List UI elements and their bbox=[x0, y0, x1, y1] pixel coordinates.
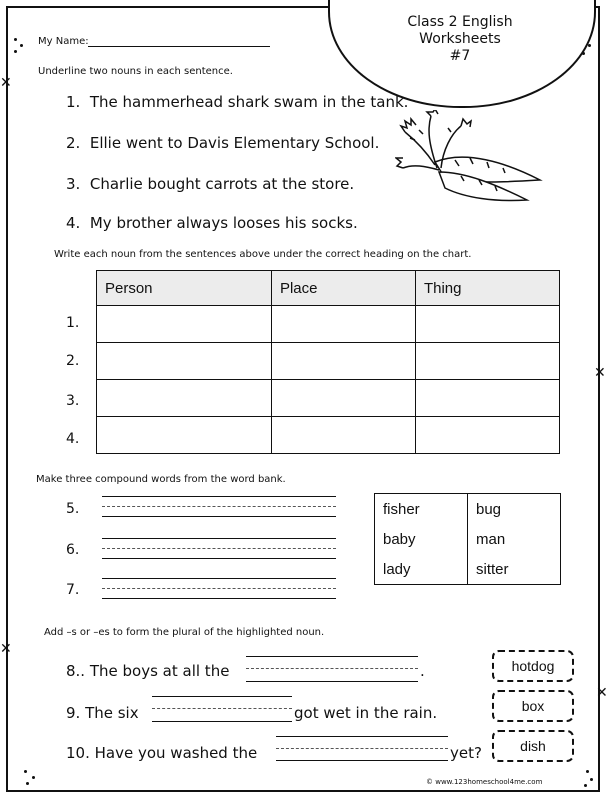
sentence-4: 4. My brother always looses his socks. bbox=[66, 214, 358, 232]
highlighted-noun-box: box bbox=[492, 690, 574, 722]
question-10-end: yet? bbox=[450, 744, 482, 762]
answer-line[interactable] bbox=[152, 721, 292, 722]
item-number: 5. bbox=[66, 501, 80, 517]
word-bank-word: man bbox=[476, 530, 506, 548]
question-8-end: . bbox=[420, 662, 425, 680]
title-line-2: Worksheets bbox=[419, 31, 501, 47]
chart-cell[interactable] bbox=[271, 380, 415, 417]
chart-row-number: 2. bbox=[66, 353, 80, 369]
answer-line[interactable] bbox=[102, 516, 336, 517]
guide-line bbox=[152, 708, 292, 709]
chart-row-number: 3. bbox=[66, 393, 80, 409]
chart-cell[interactable] bbox=[97, 380, 272, 417]
answer-line[interactable] bbox=[276, 736, 448, 737]
chart-cell[interactable] bbox=[97, 306, 272, 343]
name-input-line[interactable] bbox=[88, 46, 270, 47]
sentence-3: 3. Charlie bought carrots at the store. bbox=[66, 175, 355, 193]
chart-cell[interactable] bbox=[97, 343, 272, 380]
sentence-2: 2. Ellie went to Davis Elementary School. bbox=[66, 134, 380, 152]
item-number: 6. bbox=[66, 542, 80, 558]
highlighted-noun-box: dish bbox=[492, 730, 574, 762]
border-tick-decoration: ✕ bbox=[0, 75, 12, 91]
answer-line[interactable] bbox=[152, 696, 292, 697]
part4-instruction: Add –s or –es to form the plural of the highlighted noun. bbox=[44, 627, 325, 638]
part1-instruction: Underline two nouns in each sentence. bbox=[38, 66, 233, 77]
highlighted-noun-box: hotdog bbox=[492, 650, 574, 682]
chart-header-thing: Thing bbox=[415, 271, 559, 306]
answer-line[interactable] bbox=[102, 598, 336, 599]
chart-cell[interactable] bbox=[415, 380, 559, 417]
guide-line bbox=[102, 588, 336, 589]
noun-chart bbox=[96, 270, 560, 454]
worksheet-title bbox=[360, 14, 560, 65]
sentence-text[interactable]: Charlie bought carrots at the store. bbox=[89, 175, 355, 193]
chart-cell[interactable] bbox=[97, 417, 272, 454]
guide-line bbox=[276, 748, 448, 749]
chart-cell[interactable] bbox=[271, 306, 415, 343]
word-bank-word: fisher bbox=[375, 494, 468, 525]
footer-copyright[interactable]: © www.123homeschool4me.com bbox=[426, 778, 543, 786]
guide-line bbox=[102, 506, 336, 507]
chart-header-place: Place bbox=[271, 271, 415, 306]
sentence-text[interactable]: My brother always looses his socks. bbox=[89, 214, 358, 232]
chart-header-person: Person bbox=[97, 271, 272, 306]
answer-line[interactable] bbox=[246, 681, 418, 682]
word-bank-word: baby bbox=[375, 524, 468, 554]
guide-line bbox=[102, 548, 336, 549]
part2-instruction: Write each noun from the sentences above under the correct heading on the chart. bbox=[54, 249, 472, 260]
answer-line[interactable] bbox=[246, 656, 418, 657]
carrots-illustration bbox=[395, 110, 545, 210]
border-tick-decoration: ✕ bbox=[594, 365, 606, 381]
chart-cell[interactable] bbox=[415, 417, 559, 454]
word-bank-word: lady bbox=[375, 554, 468, 585]
title-line-1: Class 2 English bbox=[407, 14, 513, 30]
question-10-text: 10. Have you washed the bbox=[66, 744, 258, 762]
answer-line[interactable] bbox=[102, 558, 336, 559]
answer-line[interactable] bbox=[102, 538, 336, 539]
border-tick-decoration: ✕ bbox=[0, 641, 12, 657]
chart-cell[interactable] bbox=[271, 417, 415, 454]
chart-cell[interactable] bbox=[271, 343, 415, 380]
question-8-text: 8.. The boys at all the bbox=[66, 662, 230, 680]
chart-row-number: 4. bbox=[66, 431, 80, 447]
word-bank bbox=[374, 493, 561, 585]
question-9-text: 9. The six bbox=[66, 704, 139, 722]
chart-cell[interactable] bbox=[415, 343, 559, 380]
question-9-end: got wet in the rain. bbox=[294, 704, 438, 722]
part3-instruction: Make three compound words from the word bank. bbox=[36, 474, 286, 485]
worksheet-number: #7 bbox=[449, 48, 471, 64]
sentence-text[interactable]: The hammerhead shark swam in the tank. bbox=[89, 93, 409, 111]
sentence-1: 1. The hammerhead shark swam in the tank. bbox=[66, 93, 409, 111]
chart-row-number: 1. bbox=[66, 315, 80, 331]
item-number: 7. bbox=[66, 582, 80, 598]
name-label: My Name: bbox=[38, 36, 89, 47]
answer-line[interactable] bbox=[102, 578, 336, 579]
guide-line bbox=[246, 668, 418, 669]
word-bank-word: sitter bbox=[476, 560, 509, 578]
word-bank-word: bug bbox=[476, 500, 502, 518]
answer-line[interactable] bbox=[276, 760, 448, 761]
chart-cell[interactable] bbox=[415, 306, 559, 343]
answer-line[interactable] bbox=[102, 496, 336, 497]
sentence-text[interactable]: Ellie went to Davis Elementary School. bbox=[89, 134, 380, 152]
border-tick-decoration: ✕ bbox=[596, 685, 608, 701]
